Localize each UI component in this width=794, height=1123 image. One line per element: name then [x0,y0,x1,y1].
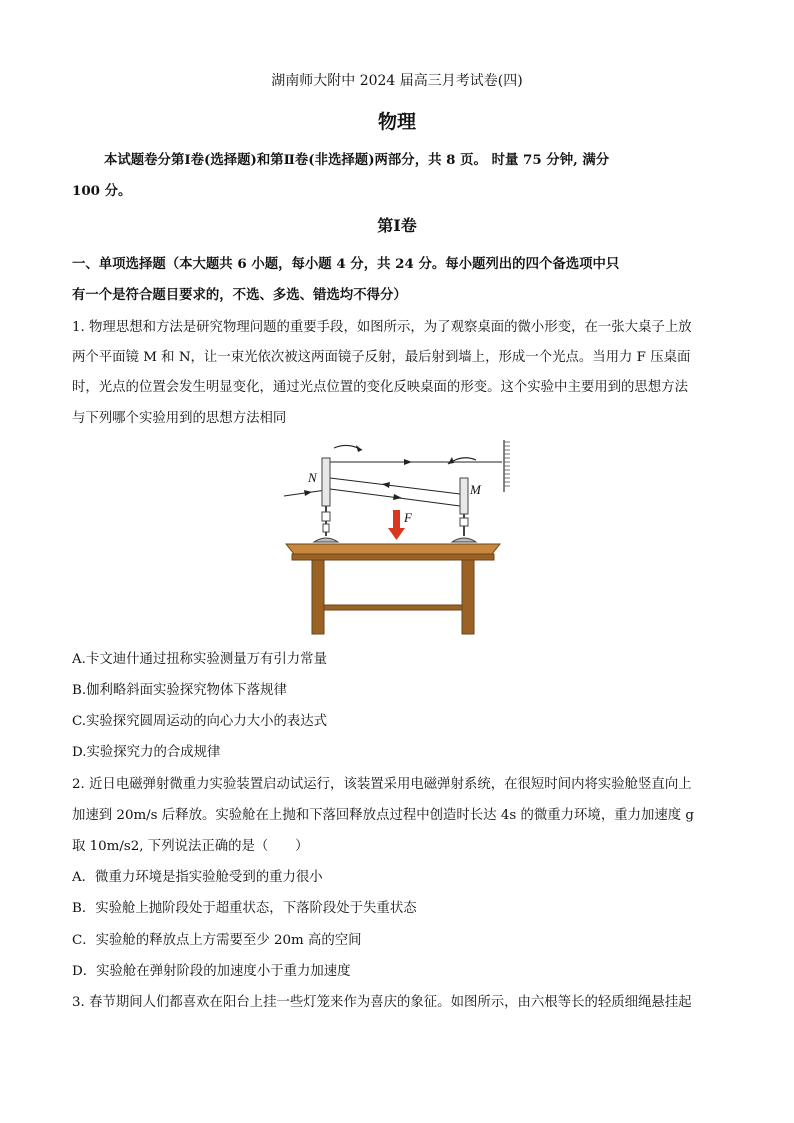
intro-line-2: 100 分。 [72,183,132,199]
mirror-table-figure [282,434,514,639]
volume-heading: 第Ⅰ卷 [377,216,417,235]
q1-line-2: 两个平面镜 M 和 N，让一束光依次被这两面镜子反射，最后射到墙上，形成一个光点。当用力 F 压桌面 [72,350,691,365]
q1-option-d: D.实验探究力的合成规律 [72,745,221,760]
q1-line-1: 1. 物理思想和方法是研究物理问题的重要手段，如图所示，为了观察桌面的微小形变，在一张大桌子上放 [72,320,692,335]
intro-line-1: 本试题卷分第Ⅰ卷(选择题)和第Ⅱ卷(非选择题)两部分，共 8 页。 时量 75 分钟, 满分 [104,152,610,168]
q3-line-1: 3. 春节期间人们都喜欢在阳台上挂一些灯笼来作为喜庆的象征。如图所示，由六根等长的轻质细绳悬挂起 [72,995,692,1010]
label-f: F [404,510,412,525]
q1-option-c: C.实验探究圆周运动的向心力大小的表达式 [72,714,328,729]
q2-option-a: A．微重力环境是指实验舱受到的重力很小 [72,870,323,885]
q1-line-4: 与下列哪个实验用到的思想方法相同 [72,411,287,426]
exam-title: 湖南师大附中 2024 届高三月考试卷(四) [271,73,523,89]
section-heading-line-2: 有一个是符合题目要求的，不选、多选、错选均不得分） [72,287,407,303]
q1-option-a: A.卡文迪什通过扭称实验测量万有引力常量 [72,652,327,667]
q2-option-c: C．实验舱的释放点上方需要至少 20m 高的空间 [72,933,362,948]
q2-line-2: 加速到 20m/s 后释放。实验舱在上抛和下落回释放点过程中创造时长达 4s 的微重力环境，重力加速度 g [72,808,694,823]
label-m: M [470,482,481,497]
q2-line-1: 2. 近日电磁弹射微重力实验装置启动试运行，该装置采用电磁弹射系统，在很短时间内将实验舱竖直向上 [72,777,692,792]
section-heading-line-1: 一、单项选择题（本大题共 6 小题，每小题 4 分，共 24 分。每小题列出的四个备选项中只 [72,256,620,272]
label-n: N [308,470,317,485]
q1-line-3: 时，光点的位置会发生明显变化，通过光点位置的变化反映桌面的形变。这个实验中主要用到的思想方法 [72,380,688,395]
q2-option-b: B．实验舱上抛阶段处于超重状态，下落阶段处于失重状态 [72,901,417,916]
q2-line-3: 取 10m/s2, 下列说法正确的是（ ） [72,839,309,854]
q2-option-d: D．实验舱在弹射阶段的加速度小于重力加速度 [72,964,351,979]
subject-title: 物理 [377,111,416,133]
q1-option-b: B.伽利略斜面实验探究物体下落规律 [72,683,287,698]
